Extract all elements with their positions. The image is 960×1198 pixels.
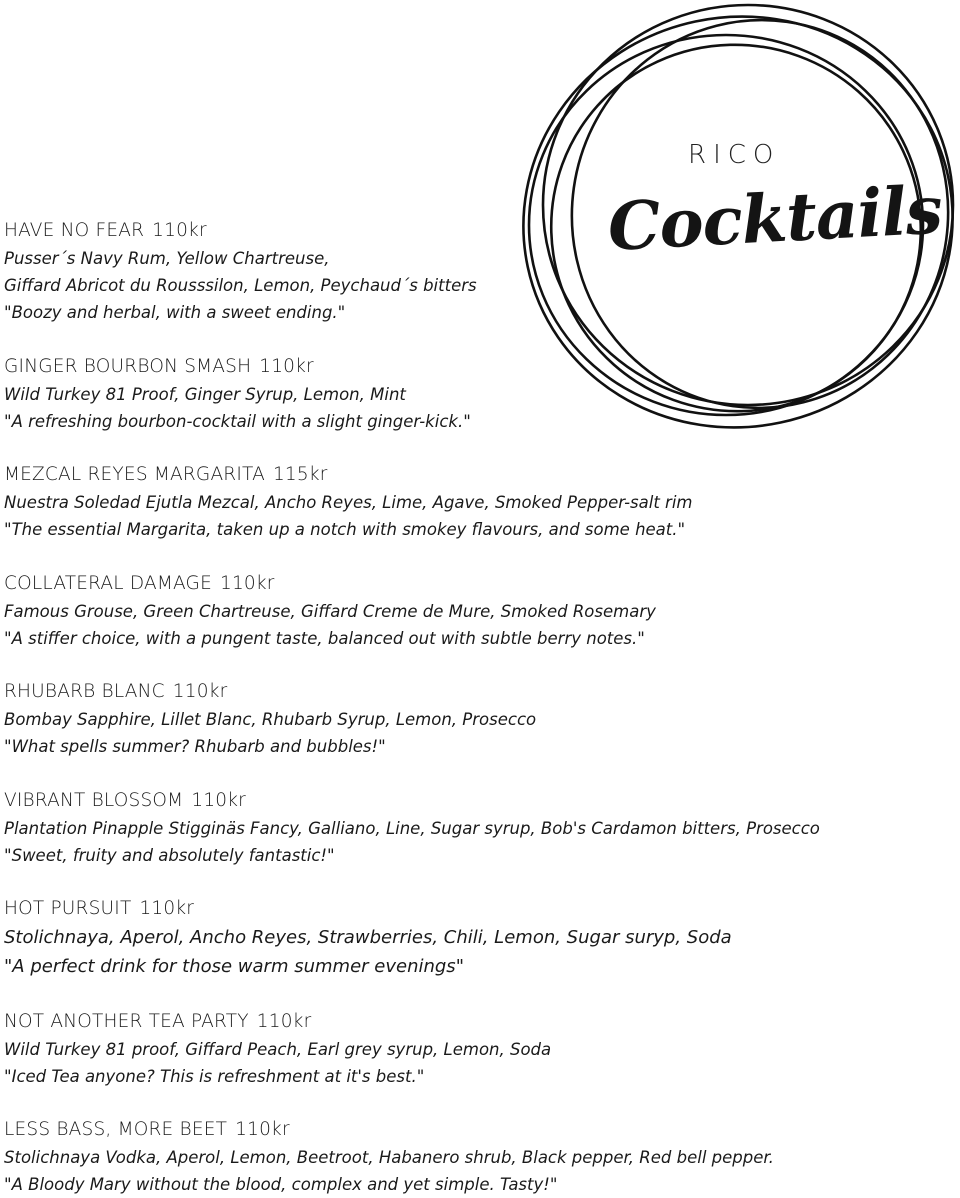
item-price: 110kr [219, 573, 275, 594]
item-price: 110kr [259, 356, 314, 377]
item-ingredients: Wild Turkey 81 proof, Giffard Peach, Earl grey syrup, Lemon, Soda [4, 1040, 552, 1059]
item-name: GINGER BOURBON SMASH 110kr [4, 356, 314, 377]
menu-item [4, 1010, 944, 1090]
item-ingredients: Plantation Pinapple Stigginäs Fancy, Galliano, Line, Sugar syrup, Bob's Cardamon bitters, Prosecco [4, 819, 820, 838]
item-ingredients: Bombay Sapphire, Lillet Blanc, Rhubarb Syrup, Lemon, Prosecco [4, 710, 537, 729]
item-name: LESS BASS, MORE BEET 110kr [4, 1119, 290, 1140]
item-price: 110kr [256, 1011, 312, 1032]
item-ingredients: Pusser´s Navy Rum, Yellow Chartreuse, [4, 249, 330, 268]
menu-item [4, 1118, 944, 1198]
menu-item [4, 897, 944, 981]
item-description: "A refreshing bourbon-cocktail with a slight ginger-kick." [4, 412, 471, 431]
item-ingredients: Nuestra Soledad Ejutla Mezcal, Ancho Reyes, Lime, Agave, Smoked Pepper-salt rim [4, 493, 693, 512]
menu-item [4, 680, 944, 760]
menu-item [4, 789, 944, 869]
item-price: 110kr [235, 1119, 290, 1140]
item-description: "Iced Tea anyone? This is refreshment at it's best." [4, 1067, 425, 1086]
item-name: VIBRANT BLOSSOM 110kr [4, 790, 246, 811]
item-ingredients: Famous Grouse, Green Chartreuse, Giffard Creme de Mure, Smoked Rosemary [4, 602, 656, 621]
item-description: "A perfect drink for those warm summer evenings" [4, 956, 464, 977]
item-name: MEZCAL REYES MARGARITA 115kr [4, 464, 328, 485]
menu-item [4, 572, 944, 652]
item-ingredients: Giffard Abricot du Rousssilon, Lemon, Peychaud´s bitters [4, 276, 477, 295]
item-ingredients: Wild Turkey 81 Proof, Ginger Syrup, Lemon, Mint [4, 385, 406, 404]
logo-title: Cocktails [605, 170, 944, 266]
menu-item [4, 355, 944, 435]
item-description: "What spells summer? Rhubarb and bubbles!" [4, 737, 386, 756]
item-price: 110kr [152, 220, 207, 241]
item-name: HAVE NO FEAR 110kr [4, 220, 207, 241]
menu-item [4, 463, 944, 543]
item-description: "A stiffer choice, with a pungent taste, balanced out with subtle berry notes." [4, 629, 645, 648]
menu-item [4, 219, 944, 326]
item-name: NOT ANOTHER TEA PARTY 110kr [4, 1011, 312, 1032]
item-description: "Boozy and herbal, with a sweet ending." [4, 303, 346, 322]
item-price: 110kr [191, 790, 246, 811]
item-name: COLLATERAL DAMAGE 110kr [4, 573, 275, 594]
brand-name: RICO [688, 140, 781, 170]
item-description: "A Bloody Mary without the blood, complex and yet simple. Tasty!" [4, 1175, 558, 1194]
item-description: "The essential Margarita, taken up a notch with smokey flavours, and some heat." [4, 520, 686, 539]
item-name: RHUBARB BLANC 110kr [4, 681, 228, 702]
item-ingredients: Stolichnaya, Aperol, Ancho Reyes, Strawberries, Chili, Lemon, Sugar suryp, Soda [4, 927, 732, 948]
item-price: 115kr [272, 464, 328, 485]
item-name: HOT PURSUIT 110kr [4, 898, 195, 919]
item-price: 110kr [139, 898, 195, 919]
item-description: "Sweet, fruity and absolutely fantastic!" [4, 846, 335, 865]
item-price: 110kr [172, 681, 228, 702]
item-ingredients: Stolichnaya Vodka, Aperol, Lemon, Beetroot, Habanero shrub, Black pepper, Red bell pepper. [4, 1148, 774, 1167]
